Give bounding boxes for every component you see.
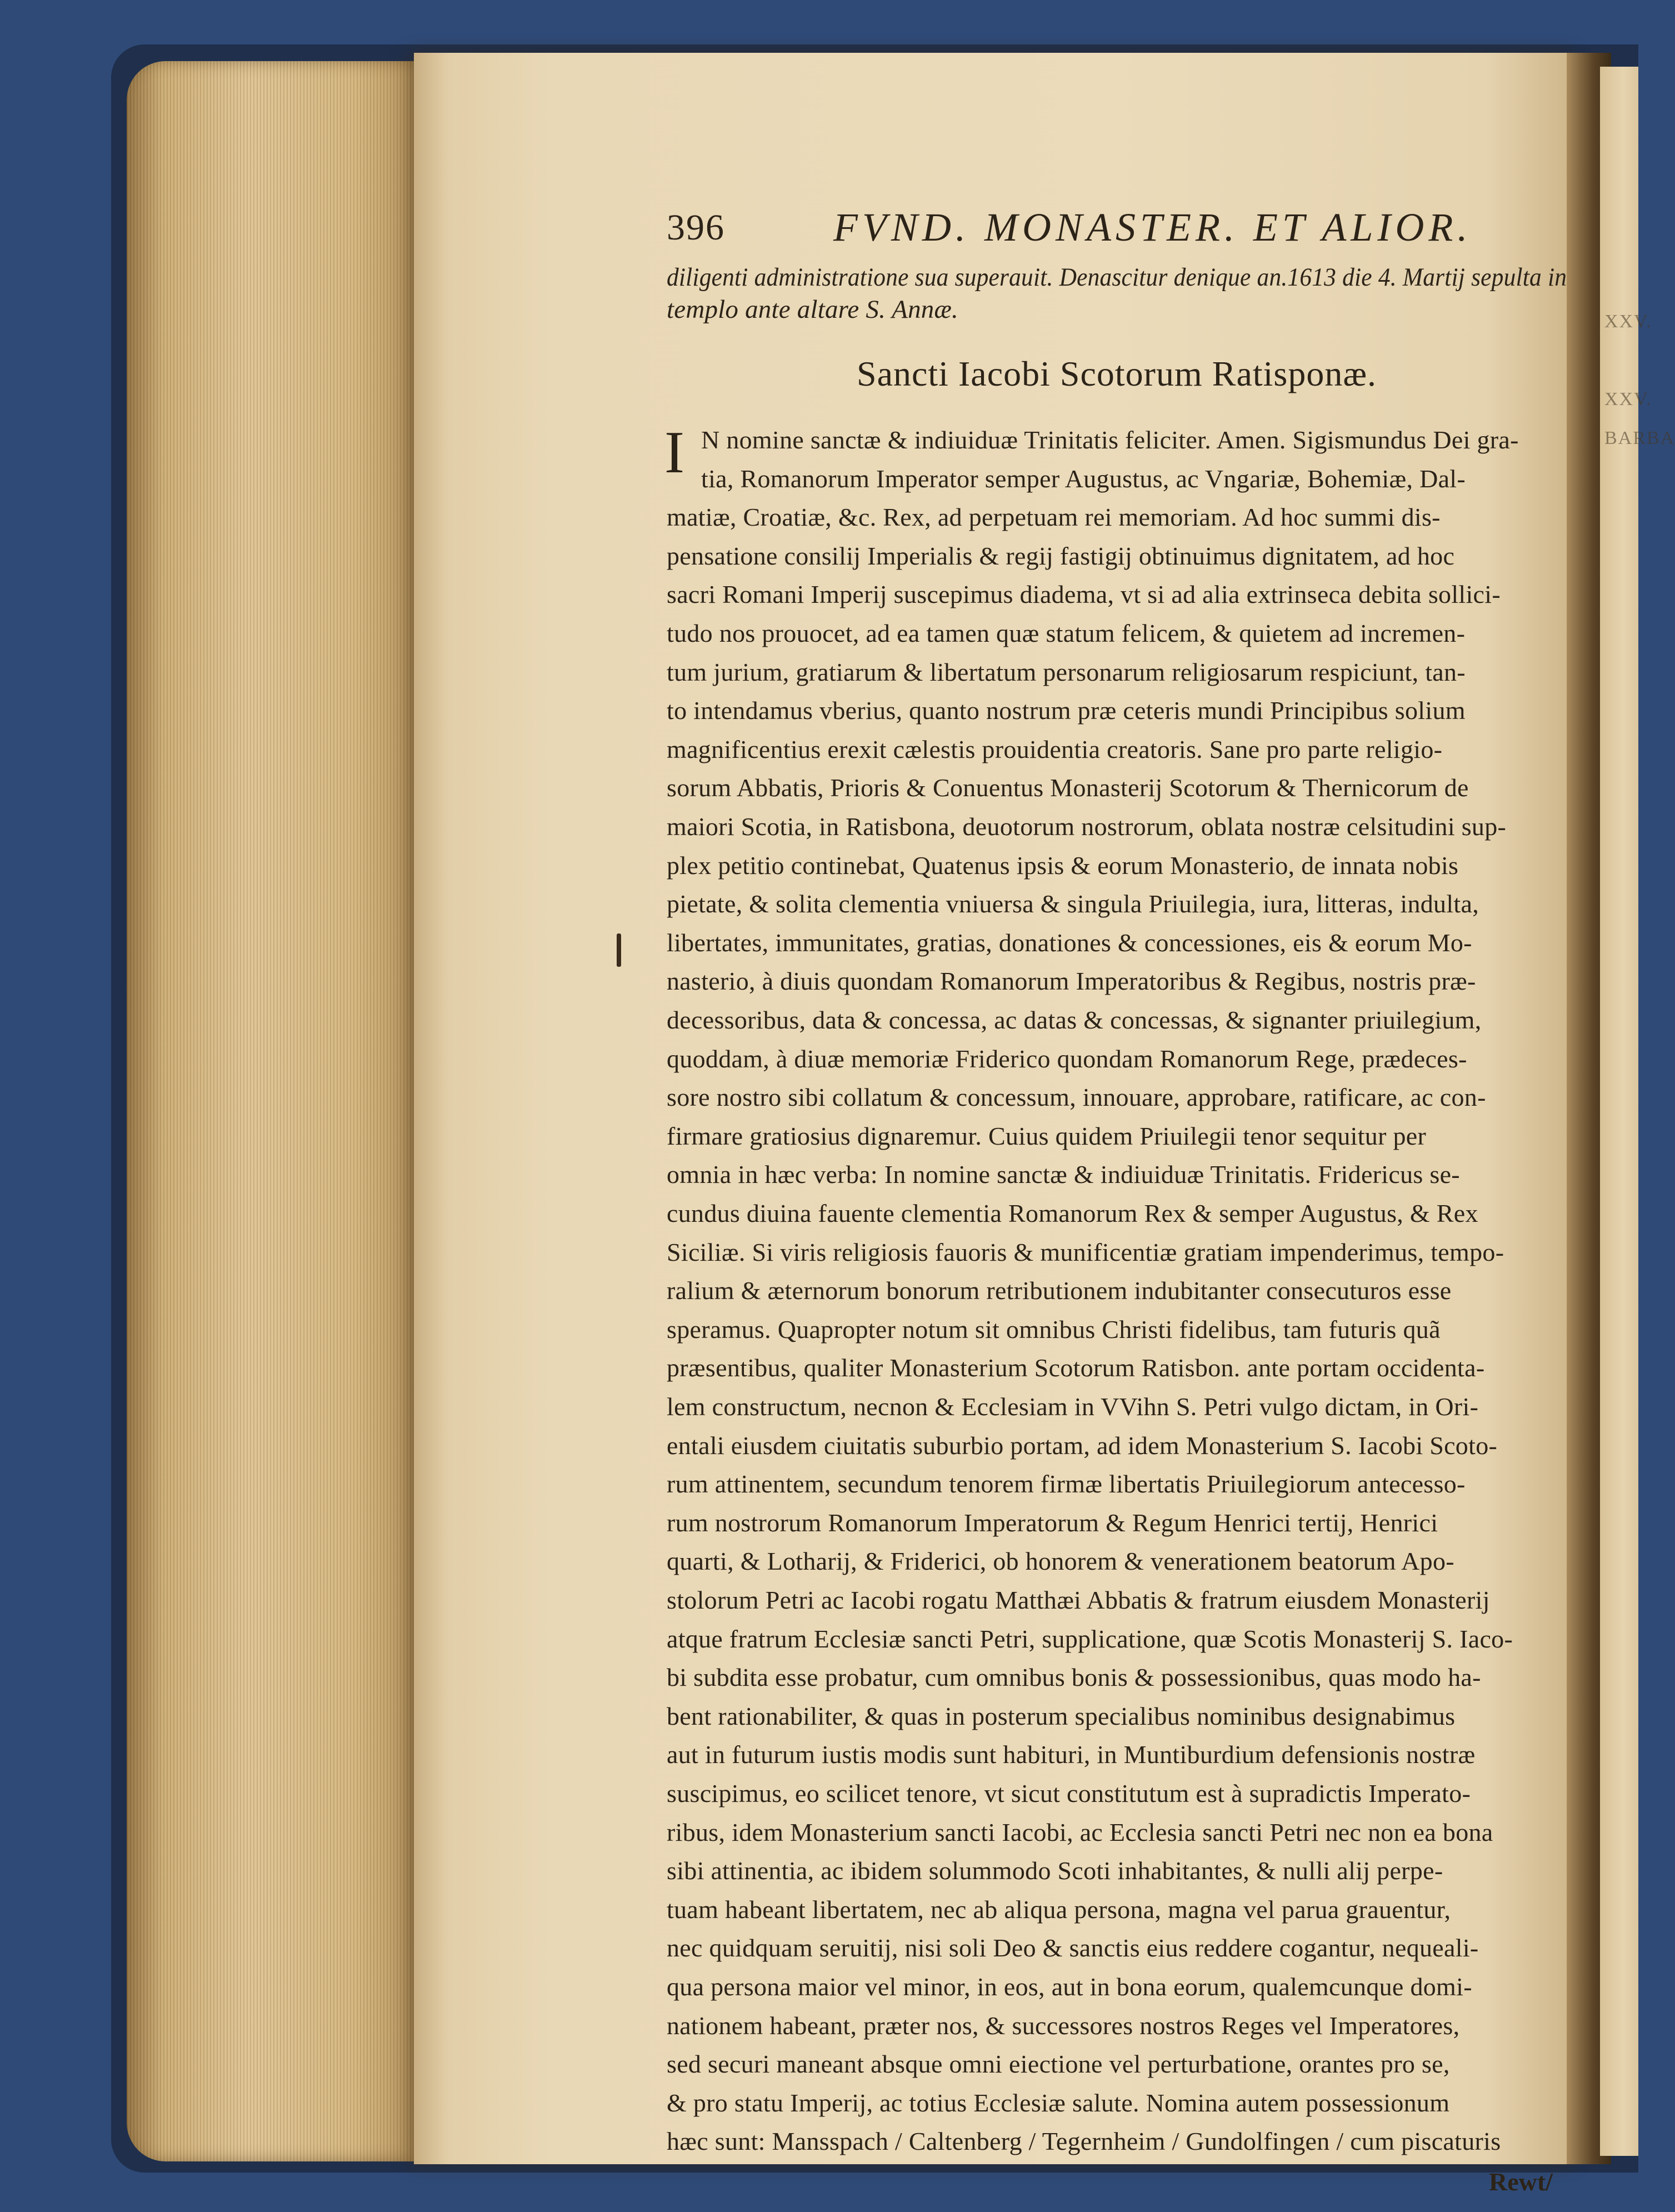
text-line: ribus, idem Monasterium sancti Iacobi, ac Ecclesia sancti Petri nec non ea bona <box>667 1817 1493 1846</box>
drop-cap: I <box>664 420 684 486</box>
text-line: tia, Romanorum Imperator semper Augustus, ac Vngariæ, Bohemiæ, Dal- <box>701 464 1466 493</box>
text-line: sacri Romani Imperij suscepimus diadema, vt si ad alia extrinseca debita sollici- <box>667 580 1501 609</box>
text-line: maiori Scotia, in Ratisbona, deuotorum nostrorum, oblata nostræ celsitudini sup- <box>667 812 1507 841</box>
text-line: aut in futurum iustis modis sunt habituri, in Muntiburdium defensionis nostræ <box>667 1740 1476 1769</box>
text-line: to intendamus vberius, quanto nostrum præ ceteris mundi Principibus solium <box>667 696 1466 725</box>
text-line: ralium & æternorum bonorum retributionem indubitanter consecuturos esse <box>667 1276 1452 1305</box>
text-line: matiæ, Croatiæ, &c. Rex, ad perpetuam rei memoriam. Ad hoc summi dis- <box>667 503 1441 532</box>
text-line: quarti, & Lotharij, & Friderici, ob honorem & venerationem beatorum Apo- <box>667 1547 1454 1576</box>
text-line: bi subdita esse probatur, cum omnibus bonis & possessionibus, quas modo ha- <box>667 1663 1481 1692</box>
intro-line: templo ante altare S. Annæ. <box>667 295 958 324</box>
text-line: cundus diuina fauente clementia Romanorum Rex & semper Augustus, & Rex <box>667 1199 1478 1227</box>
facing-page-fragment: BARBA <box>1604 428 1675 448</box>
text-line: libertates, immunitates, gratias, donationes & concessiones, eis & eorum Mo- <box>667 928 1472 957</box>
text-line: N nomine sanctæ & indiuiduæ Trinitatis feliciter. Amen. Sigismundus Dei gra- <box>701 426 1519 454</box>
text-line: nec quidquam seruitij, nisi soli Deo & sanctis eius reddere cogantur, nequeali- <box>667 1934 1479 1963</box>
text-line: bent rationabiliter, & quas in posterum specialibus nominibus designabimus <box>667 1701 1456 1730</box>
text-line: qua persona maior vel minor, in eos, aut in bona eorum, qualemcunque domi- <box>667 1973 1472 2001</box>
text-line: speramus. Quapropter notum sit omnibus Christi fidelibus, tam futuris quã <box>667 1315 1441 1344</box>
page-number: 396 <box>667 207 725 248</box>
text-line: pensatione consilij Imperialis & regij fastigij obtinuimus dignitatem, ad hoc <box>667 541 1455 570</box>
text-line: rum nostrorum Romanorum Imperatorum & Regum Henrici tertij, Henrici <box>667 1508 1438 1537</box>
text-line: tum jurium, gratiarum & libertatum personarum religiosarum respiciunt, tan- <box>667 657 1466 686</box>
text-line: nasterio, à diuis quondam Romanorum Imperatoribus & Regibus, nostris præ- <box>667 967 1476 996</box>
text-line: Siciliæ. Si viris religiosis fauoris & munificentiæ gratiam impenderimus, tempo- <box>667 1237 1504 1266</box>
text-line: stolorum Petri ac Iacobi rogatu Matthæi Abbatis & fratrum eiusdem Monasterij <box>667 1586 1490 1614</box>
page-edges <box>127 61 429 2161</box>
text-line: omnia in hæc verba: In nomine sanctæ & indiuiduæ Trinitatis. Fridericus se- <box>667 1160 1460 1189</box>
text-line: sed securi maneant absque omni eiectione vel perturbatione, orantes pro se, <box>667 2050 1450 2079</box>
text-line: hæc sunt: Mansspach / Caltenberg / Tegernheim / Gundolfingen / cum piscaturis <box>667 2127 1501 2156</box>
text-line: pietate, & solita clementia vniuersa & singula Priuilegia, iura, litteras, indulta, <box>667 890 1479 918</box>
text-line: rum attinentem, secundum tenorem firmæ libertatis Priuilegiorum antecesso- <box>667 1470 1466 1499</box>
text-line: suscipimus, eo scilicet tenore, vt sicut constitutum est à supradictis Imperato- <box>667 1779 1471 1807</box>
text-line: nationem habeant, præter nos, & successores nostros Reges vel Imperatores, <box>667 2011 1460 2040</box>
text-line: & pro statu Imperij, ac totius Ecclesiæ salute. Nomina autem possessionum <box>667 2088 1450 2117</box>
binding-mark <box>617 933 621 967</box>
text-line: sore nostro sibi collatum & concessum, innouare, approbare, ratificare, ac con- <box>667 1083 1486 1112</box>
text-line: plex petitio continebat, Quatenus ipsis & eorum Monasterio, de innata nobis <box>667 851 1459 880</box>
facing-page <box>1600 67 1638 2156</box>
text-line: præsentibus, qualiter Monasterium Scotorum Ratisbon. ante portam occidenta- <box>667 1354 1485 1382</box>
text-line: atque fratrum Ecclesiæ sancti Petri, supplicatione, quæ Scotis Monasterij S. Iaco- <box>667 1624 1513 1653</box>
running-title: FVND. MONASTER. ET ALIOR. <box>833 205 1472 249</box>
text-line: decessoribus, data & concessa, ac datas & concessas, & signanter priuilegium, <box>667 1006 1482 1034</box>
facing-page-fragment: XXV. <box>1604 311 1652 332</box>
section-heading: Sancti Iacobi Scotorum Ratisponæ. <box>857 354 1377 393</box>
text-line: entali eiusdem ciuitatis suburbio portam, ad idem Monasterium S. Iacobi Scoto- <box>667 1431 1498 1460</box>
text-line: magnificentius erexit cælestis prouidentia creatoris. Sane pro parte religio- <box>667 735 1443 763</box>
text-line: sorum Abbatis, Prioris & Conuentus Monasterij Scotorum & Thernicorum de <box>667 773 1469 802</box>
text-line: sibi attinentia, ac ibidem solummodo Scoti inhabitantes, & nulli alij perpe- <box>667 1856 1443 1885</box>
text-line: tudo nos prouocet, ad ea tamen quæ statum felicem, & quietem ad incremen- <box>667 619 1466 647</box>
page-header <box>667 207 1567 268</box>
text-line: tuam habeant libertatem, nec ab aliqua persona, magna vel parua grauentur, <box>667 1895 1451 1924</box>
text-line: lem constructum, necnon & Ecclesiam in VVihn S. Petri vulgo dictam, in Ori- <box>667 1392 1479 1421</box>
text-line: quoddam, à diuæ memoriæ Friderico quondam Romanorum Rege, prædeces- <box>667 1044 1467 1073</box>
catchword: Rewt/ <box>1489 2168 1553 2196</box>
intro-line: diligenti administratione sua superauit. Denascitur denique an.1613 die 4. Martij sepulta in <box>667 263 1567 292</box>
facing-page-fragment: XXV. <box>1604 389 1652 410</box>
text-line: firmare gratiosius dignaremur. Cuius quidem Priuilegii tenor sequitur per <box>667 1121 1427 1150</box>
